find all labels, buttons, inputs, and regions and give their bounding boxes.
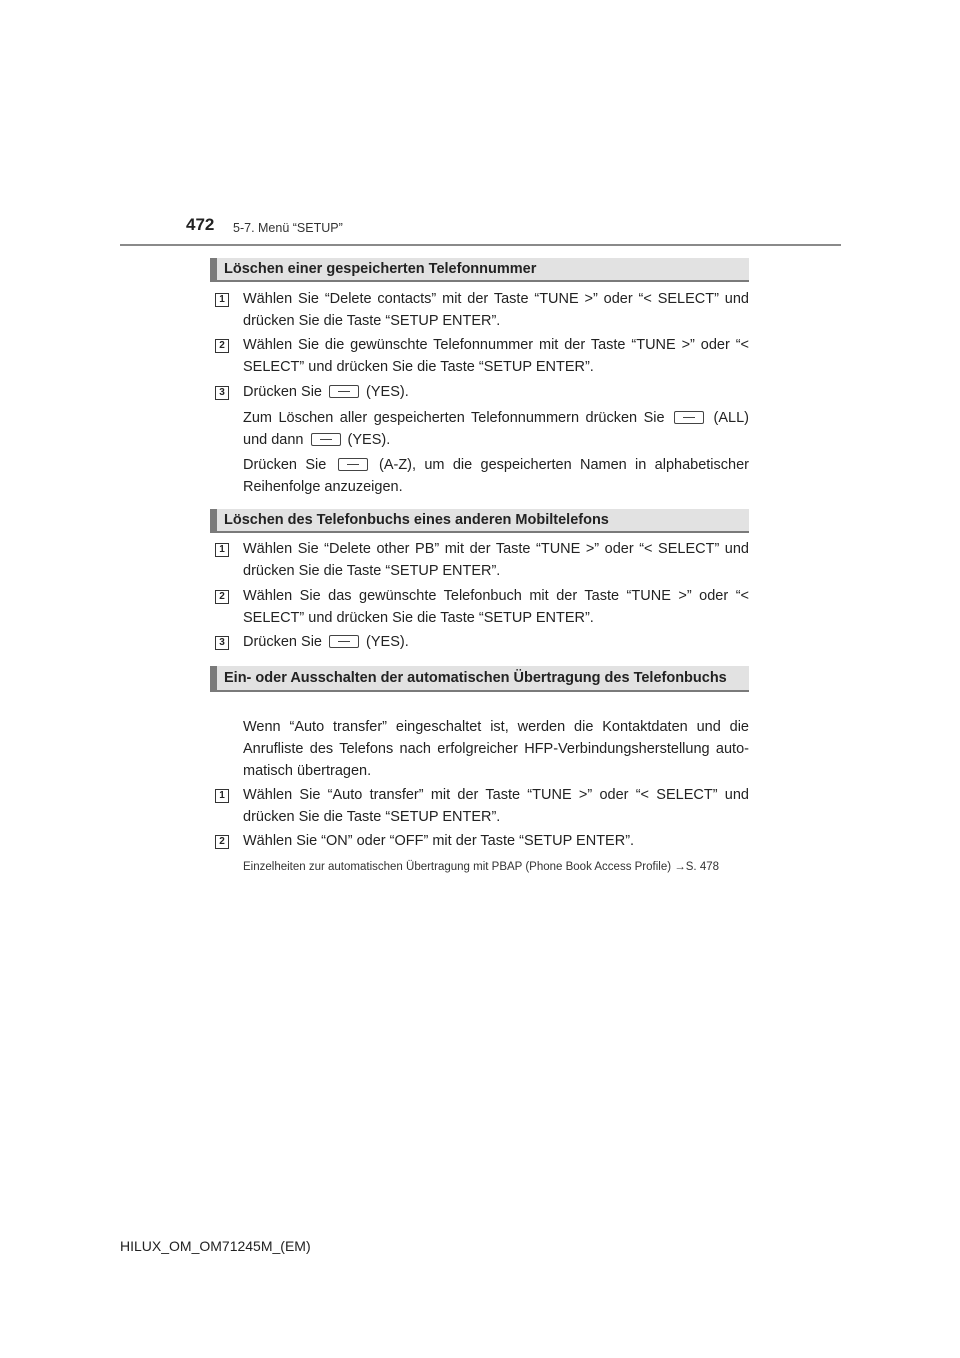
section-heading-delete-number: Löschen einer gespeicherten Telefonnummer	[210, 258, 749, 280]
step-item	[215, 830, 749, 852]
step-item	[215, 334, 749, 378]
step-item	[215, 784, 749, 828]
step-number-badge: 3	[215, 636, 229, 650]
document-id: HILUX_OM_OM71245M_(EM)	[120, 1238, 311, 1254]
page-number: 472	[186, 215, 215, 234]
step-text: Wählen Sie das gewünschte Telefonbuch mit der Taste “TUNE >” oder “< SELECT” und drücken Sie die Taste “SETUP ENTER”.	[243, 588, 749, 626]
screen-button-icon	[338, 458, 368, 471]
step-item	[215, 288, 749, 332]
step-text: Wählen Sie die gewünschte Telefonnummer mit der Taste “TUNE >” oder “< SELECT” und drücken Sie die Taste “SETUP ENTER”.	[243, 337, 749, 375]
header-rule	[120, 244, 841, 246]
step-number-badge: 1	[215, 293, 229, 307]
screen-button-icon	[674, 411, 704, 424]
paragraph-text: (YES).	[347, 432, 391, 448]
step-item	[215, 585, 749, 629]
step-number-badge: 2	[215, 590, 229, 604]
section-heading-auto-transfer: Ein- oder Ausschalten der automatischen Übertragung des Telefonbuchs	[210, 666, 749, 690]
paragraph-text: Drücken Sie	[243, 457, 327, 473]
step-number-badge: 1	[215, 789, 229, 803]
paragraph-text: (ALL) und dann	[243, 410, 750, 448]
step-text	[243, 631, 749, 653]
step-text: Wählen Sie “Auto transfer” mit der Taste “TUNE >” oder “< SELECT” und drücken Sie die Taste “SETUP ENTER”.	[243, 787, 749, 825]
step-number-badge: 2	[215, 835, 229, 849]
section-heading-delete-phonebook: Löschen des Telefonbuchs eines anderen Mobiltelefons	[210, 509, 749, 531]
step-text-pre: Drücken Sie	[243, 634, 322, 650]
step-text	[243, 381, 749, 403]
step-text-post: (YES).	[366, 384, 409, 400]
step-text: Wählen Sie “Delete contacts” mit der Taste “TUNE >” oder “< SELECT” und drücken Sie die Taste “SETUP ENTER”.	[243, 291, 749, 329]
screen-button-icon	[311, 433, 341, 446]
note-pbap-reference: Einzelheiten zur automatischen Übertragung mit PBAP (Phone Book Access Profile) →S. 478	[243, 861, 720, 873]
paragraph-text: Zum Löschen aller gespeicherten Telefonnummern drücken Sie	[243, 410, 665, 426]
step-text: Wählen Sie “Delete other PB” mit der Taste “TUNE >” oder “< SELECT” und drücken Sie die Taste “SETUP ENTER”.	[243, 541, 749, 579]
paragraph-auto-transfer-intro: Wenn “Auto transfer” eingeschaltet ist, werden die Kontaktdaten und die Anrufliste des Telefons nach erfolgreicher HFP-Verbindungsherstellung automatisch übertragen.	[243, 719, 749, 779]
step-number-badge: 2	[215, 339, 229, 353]
step-number-badge: 3	[215, 386, 229, 400]
step-item	[215, 381, 749, 403]
paragraph-delete-all	[243, 407, 749, 451]
chapter-title: 5-7. Menü “SETUP”	[233, 221, 343, 235]
step-item	[215, 631, 749, 653]
paragraph-sort-az	[243, 454, 749, 498]
screen-button-icon	[329, 385, 359, 398]
step-item	[215, 538, 749, 582]
step-text-pre: Drücken Sie	[243, 384, 322, 400]
step-text: Wählen Sie “ON” oder “OFF” mit der Taste “SETUP ENTER”.	[243, 833, 635, 849]
step-number-badge: 1	[215, 543, 229, 557]
step-text-post: (YES).	[366, 634, 409, 650]
screen-button-icon	[329, 635, 359, 648]
paragraph-text: (A-Z), um die gespeicherten Namen in alphabetischer Reihenfolge anzuzeigen.	[243, 457, 749, 495]
